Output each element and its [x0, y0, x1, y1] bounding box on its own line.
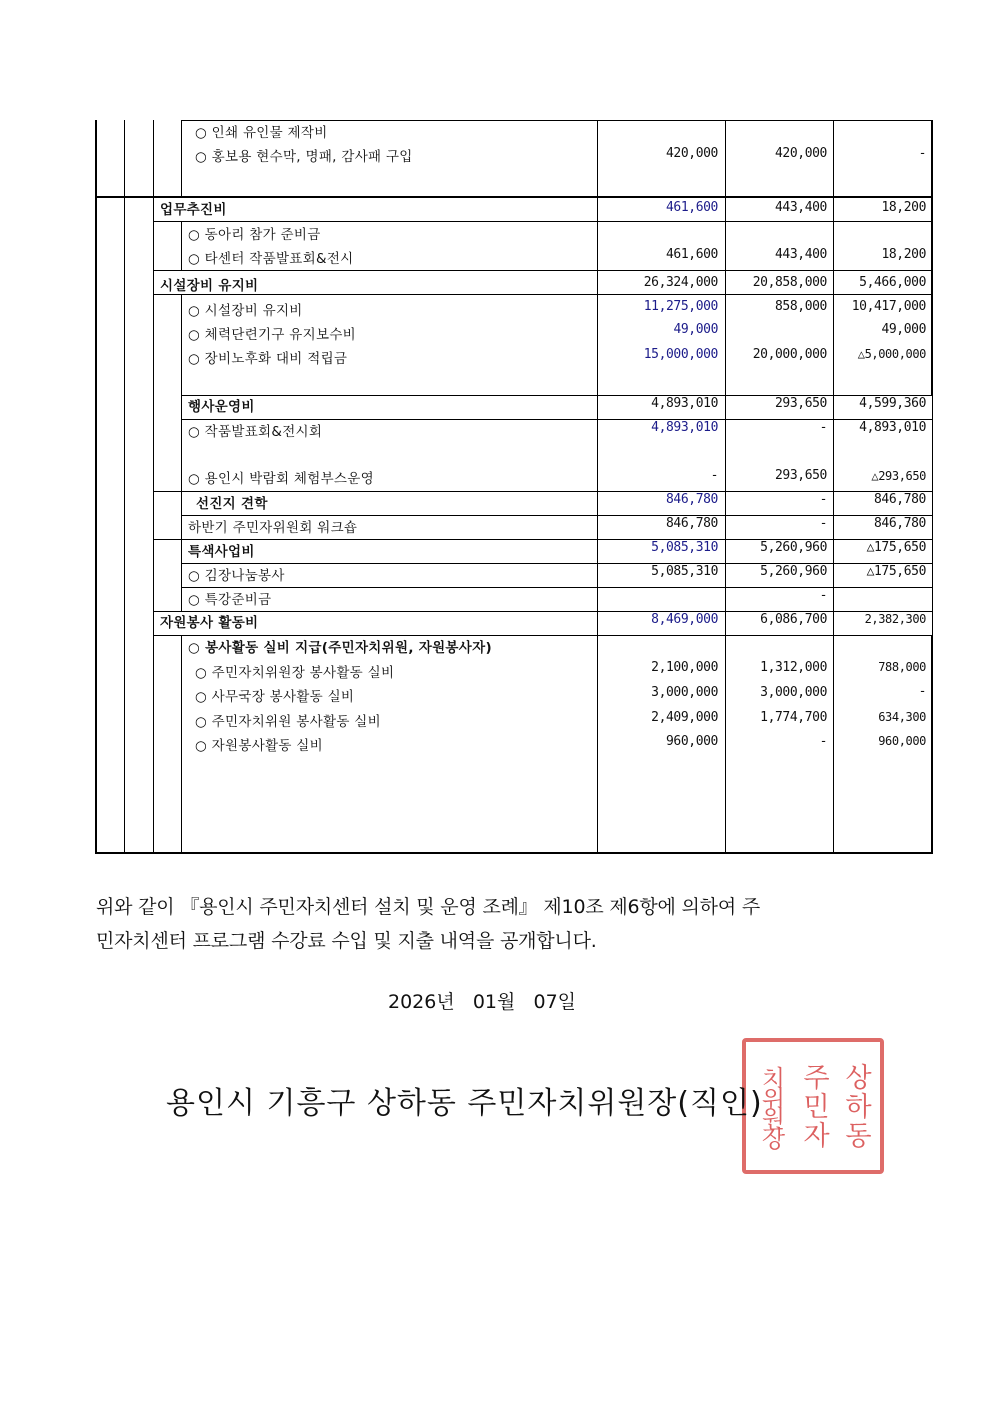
- seal-text: 치위원장: [757, 1066, 785, 1146]
- row-label: ○ 특강준비금: [188, 592, 272, 608]
- diff-value: 18,200: [881, 200, 926, 215]
- row-label: 선진지 견학: [196, 496, 268, 512]
- official-seal-stamp: [742, 1038, 884, 1174]
- diff-value: △5,000,000: [857, 347, 926, 361]
- budget-value: 5,085,310: [651, 540, 718, 555]
- settled-value: 5,260,960: [760, 540, 827, 555]
- table-row-line: [95, 196, 933, 198]
- settled-value: 6,086,700: [760, 612, 827, 627]
- table-row-line: [153, 221, 933, 222]
- budget-value: 5,085,310: [651, 564, 718, 579]
- diff-value: 4,599,360: [859, 396, 926, 411]
- seal-text: 상하동: [840, 1062, 871, 1150]
- settled-value: -: [819, 734, 827, 749]
- settled-value: 1,312,000: [760, 660, 827, 675]
- settled-value: 5,260,960: [760, 564, 827, 579]
- table-col-line: [181, 539, 182, 611]
- row-label: ○ 타센터 작품발표회&전시: [188, 251, 354, 267]
- budget-value: 4,893,010: [651, 420, 718, 435]
- table-col-line: [181, 120, 182, 197]
- diff-value: 846,780: [874, 492, 926, 507]
- table-border-bottom: [95, 852, 933, 854]
- row-label: ○ 용인시 박람회 체험부스운영: [188, 471, 374, 487]
- diff-value: 846,780: [874, 516, 926, 531]
- row-label: ○ 자원봉사활동 실비: [195, 738, 323, 754]
- diff-value: 49,000: [881, 322, 926, 337]
- settled-value: 443,400: [775, 200, 827, 215]
- row-label: ○ 주민자치위원 봉사활동 실비: [195, 714, 381, 730]
- row-label: ○ 시설장비 유지비: [188, 303, 303, 319]
- row-label: ○ 작품발표회&전시회: [188, 424, 323, 440]
- row-label: ○ 장비노후화 대비 적립금: [188, 351, 348, 367]
- table-row-line: [153, 270, 933, 271]
- row-label: 특색사업비: [188, 544, 255, 560]
- row-label: ○ 봉사활동 실비 지급(주민자치위원, 자원봉사자): [188, 640, 492, 656]
- table-row-line: [153, 635, 933, 636]
- table-col-line: [181, 221, 182, 270]
- diff-value: 10,417,000: [851, 299, 926, 314]
- row-label: ○ 홍보용 현수막, 명패, 감사패 구입: [195, 149, 413, 165]
- signer-title: 용인시 기흥구 상하동 주민자치위원장(직인): [166, 1086, 763, 1121]
- diff-value: 634,300: [878, 710, 926, 724]
- diff-value: 960,000: [878, 734, 926, 748]
- settled-value: -: [819, 420, 827, 435]
- diff-value: △175,650: [866, 564, 926, 579]
- budget-value: 11,275,000: [643, 299, 718, 314]
- row-label: 자원봉사 활동비: [160, 615, 259, 631]
- budget-value: 960,000: [666, 734, 718, 749]
- row-label: 하반기 주민자위원회 워크숍: [188, 520, 358, 536]
- row-label: 업무추진비: [160, 202, 227, 218]
- budget-value: 461,600: [666, 247, 718, 262]
- settled-value: -: [819, 516, 827, 531]
- settled-value: 420,000: [775, 146, 827, 161]
- row-label: ○ 김장나눔봉사: [188, 568, 285, 584]
- budget-value: 8,469,000: [651, 612, 718, 627]
- diff-value: 18,200: [881, 247, 926, 262]
- notice-line-1: 위와 같이 『용인시 주민자치센터 설치 및 운영 조례』 제10조 제6항에 의하여 주: [96, 896, 760, 918]
- row-label: ○ 체력단련기구 유지보수비: [188, 327, 357, 343]
- budget-value: 420,000: [666, 146, 718, 161]
- notice-line-2: 민자치센터 프로그램 수강료 수입 및 지출 내역을 공개합니다.: [96, 930, 597, 952]
- seal-column: [795, 1063, 831, 1150]
- table-row-line: [153, 294, 933, 295]
- settled-value: -: [819, 588, 827, 603]
- budget-value: 846,780: [666, 492, 718, 507]
- seal-text: 주민자: [798, 1062, 829, 1150]
- settled-value: 3,000,000: [760, 685, 827, 700]
- table-col-line: [181, 294, 182, 491]
- diff-value: △175,650: [866, 540, 926, 555]
- row-label: ○ 주민자치위원장 봉사활동 실비: [195, 665, 395, 681]
- diff-value: -: [918, 684, 926, 699]
- table-border-right: [931, 635, 933, 854]
- table-col-line: [153, 120, 154, 853]
- settled-value: 1,774,700: [760, 710, 827, 725]
- table-row-line: [181, 120, 933, 121]
- row-label: ○ 인쇄 유인물 제작비: [195, 125, 328, 141]
- budget-value: 15,000,000: [643, 347, 718, 362]
- diff-value: 4,893,010: [859, 420, 926, 435]
- table-border-left: [95, 120, 97, 854]
- diff-value: 788,000: [878, 660, 926, 674]
- settled-value: 20,000,000: [752, 347, 827, 362]
- row-label: 시설장비 유지비: [160, 278, 259, 294]
- document-date: 2026년 01월 07일: [388, 991, 577, 1013]
- budget-value: -: [710, 468, 718, 483]
- seal-column: [837, 1063, 873, 1150]
- settled-value: 443,400: [775, 247, 827, 262]
- budget-value: 461,600: [666, 200, 718, 215]
- diff-value: -: [918, 146, 926, 161]
- budget-value: 4,893,010: [651, 396, 718, 411]
- diff-value: 2,382,300: [864, 612, 926, 626]
- budget-value: 2,100,000: [651, 660, 718, 675]
- settled-value: 293,650: [775, 396, 827, 411]
- row-label: ○ 사무국장 봉사활동 실비: [195, 689, 355, 705]
- settled-value: 20,858,000: [752, 275, 827, 290]
- table-border-right: [931, 120, 933, 395]
- settled-value: -: [819, 492, 827, 507]
- row-label: 행사운영비: [188, 399, 255, 415]
- budget-value: 846,780: [666, 516, 718, 531]
- budget-value: 2,409,000: [651, 710, 718, 725]
- diff-value: 5,466,000: [859, 275, 926, 290]
- budget-value: 3,000,000: [651, 685, 718, 700]
- table-col-line: [124, 120, 125, 853]
- settled-value: 293,650: [775, 468, 827, 483]
- budget-value: 49,000: [673, 322, 718, 337]
- diff-value: △293,650: [871, 469, 926, 483]
- table-col-line: [181, 635, 182, 853]
- budget-value: 26,324,000: [643, 275, 718, 290]
- settled-value: 858,000: [775, 299, 827, 314]
- row-label: ○ 동아리 참가 준비금: [188, 227, 321, 243]
